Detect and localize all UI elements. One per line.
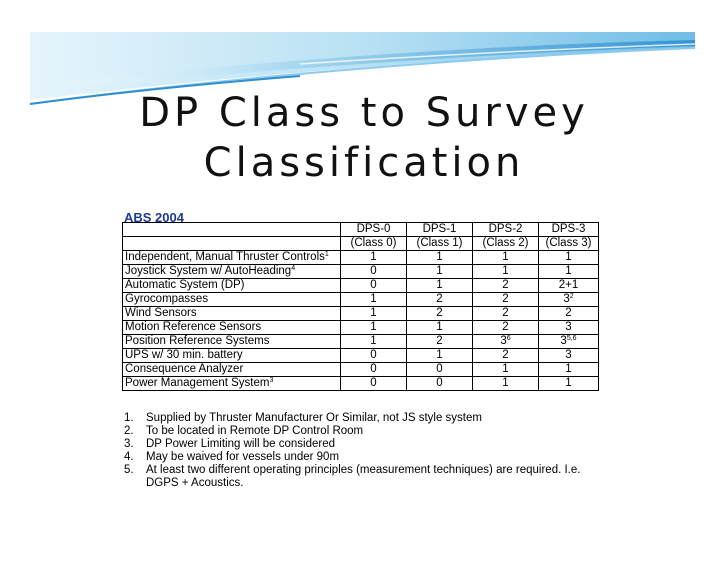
value-text: 3	[563, 293, 570, 305]
footnote-number: 4.	[124, 451, 134, 463]
value-text: 0	[370, 377, 377, 389]
footnote-text: At least two different operating principles (measurement techniques) are required. I.e. DGPS + Acoustics.	[146, 464, 581, 489]
footnote-ref: 5,6	[566, 335, 577, 342]
footnote-ref: 6	[506, 335, 511, 342]
value-text: 1	[370, 293, 377, 305]
value-text: 1	[436, 349, 443, 361]
row-label	[123, 279, 341, 293]
row-label-text: Position Reference Systems	[125, 335, 270, 347]
title-line-2: Classification	[203, 140, 525, 186]
value-cell	[341, 349, 407, 363]
value-text: 1	[370, 307, 377, 319]
row-label	[123, 307, 341, 321]
value-text: 2	[565, 307, 572, 319]
table-row	[123, 279, 599, 293]
value-cell	[473, 293, 539, 307]
page-title	[0, 88, 728, 188]
value-cell	[341, 321, 407, 335]
value-cell	[473, 335, 539, 349]
value-cell	[539, 279, 599, 293]
row-label	[123, 349, 341, 363]
value-cell	[341, 363, 407, 377]
table-row	[123, 251, 599, 265]
footnote-item	[124, 412, 604, 425]
row-label-text: Wind Sensors	[125, 307, 197, 319]
row-label	[123, 321, 341, 335]
value-cell	[473, 307, 539, 321]
table-row	[123, 293, 599, 307]
value-cell	[407, 377, 473, 391]
value-cell	[407, 307, 473, 321]
value-cell	[473, 349, 539, 363]
value-text: 2	[502, 279, 509, 291]
table-row	[123, 335, 599, 349]
table-row	[123, 307, 599, 321]
footnotes-list	[124, 412, 604, 490]
value-text: 0	[370, 349, 377, 361]
value-cell	[539, 377, 599, 391]
header-empty-cell	[123, 223, 341, 237]
value-cell	[473, 363, 539, 377]
value-text: 2	[502, 307, 509, 319]
value-cell	[539, 321, 599, 335]
value-text: 3	[500, 335, 507, 347]
subheader-cell: (Class 1)	[407, 237, 473, 251]
value-cell	[341, 377, 407, 391]
row-label	[123, 363, 341, 377]
value-cell	[539, 349, 599, 363]
value-text: 1	[565, 377, 572, 389]
value-text: 2+1	[558, 279, 579, 291]
value-text: 1	[502, 363, 509, 375]
footnote-number: 1.	[124, 412, 134, 424]
value-cell	[341, 307, 407, 321]
value-text: 2	[436, 335, 443, 347]
value-cell	[473, 265, 539, 279]
value-cell	[473, 279, 539, 293]
row-label-text: Consequence Analyzer	[125, 363, 244, 375]
header-cell: DPS-2	[473, 223, 539, 237]
value-cell	[539, 251, 599, 265]
row-label	[123, 265, 341, 279]
value-text: 0	[436, 377, 443, 389]
value-cell	[341, 293, 407, 307]
header-empty-cell	[123, 237, 341, 251]
value-text: 1	[370, 335, 377, 347]
value-cell	[407, 265, 473, 279]
value-cell	[473, 251, 539, 265]
value-text: 1	[436, 251, 443, 263]
footnote-item	[124, 464, 604, 490]
subheader-cell: (Class 3)	[539, 237, 599, 251]
row-label-text: Automatic System (DP)	[125, 279, 245, 291]
value-cell	[407, 293, 473, 307]
footnote-text: To be located in Remote DP Control Room	[146, 425, 364, 437]
value-cell	[473, 321, 539, 335]
value-text: 1	[502, 251, 509, 263]
row-label-text: Power Management System	[125, 377, 270, 389]
row-label-text: UPS w/ 30 min. battery	[125, 349, 243, 361]
table-row	[123, 321, 599, 335]
value-cell	[539, 307, 599, 321]
footnote-text: May be waived for vessels under 90m	[146, 451, 340, 463]
value-text: 2	[436, 293, 443, 305]
value-cell	[539, 265, 599, 279]
header-cell: DPS-3	[539, 223, 599, 237]
footnote-ref: 1	[324, 251, 329, 258]
footnote-text: DP Power Limiting will be considered	[146, 438, 335, 450]
value-text: 1	[436, 321, 443, 333]
value-text: 1	[436, 279, 443, 291]
value-text: 3	[560, 335, 567, 347]
table-row	[123, 349, 599, 363]
footnote-text: Supplied by Thruster Manufacturer Or Similar, not JS style system	[146, 412, 482, 424]
footnote-number: 5.	[124, 464, 134, 476]
value-text: 1	[370, 251, 377, 263]
footnote-number: 3.	[124, 438, 134, 450]
value-text: 3	[565, 321, 572, 333]
value-text: 1	[436, 265, 443, 277]
value-text: 0	[370, 363, 377, 375]
table-header-row	[123, 223, 599, 237]
table-subheader-row	[123, 237, 599, 251]
footnote-number: 2.	[124, 425, 134, 437]
value-text: 2	[502, 293, 509, 305]
value-text: 2	[502, 321, 509, 333]
value-text: 1	[370, 321, 377, 333]
value-cell	[407, 279, 473, 293]
table-row	[123, 265, 599, 279]
header-cell: DPS-0	[341, 223, 407, 237]
footnote-item	[124, 425, 604, 438]
value-cell	[539, 293, 599, 307]
footnote-item	[124, 451, 604, 464]
row-label-text: Motion Reference Sensors	[125, 321, 262, 333]
title-line-1: DP Class to Survey	[139, 90, 589, 136]
value-text: 3	[565, 349, 572, 361]
value-cell	[473, 377, 539, 391]
row-label	[123, 377, 341, 391]
value-cell	[341, 251, 407, 265]
table-row	[123, 363, 599, 377]
value-text: 2	[436, 307, 443, 319]
value-cell	[407, 335, 473, 349]
value-text: 0	[370, 279, 377, 291]
footnote-ref: 4	[291, 265, 296, 272]
row-label	[123, 293, 341, 307]
value-text: 0	[436, 363, 443, 375]
footnote-item	[124, 438, 604, 451]
value-text: 2	[502, 349, 509, 361]
value-text: 1	[565, 265, 572, 277]
value-text: 1	[565, 363, 572, 375]
value-cell	[341, 335, 407, 349]
subheader-cell: (Class 0)	[341, 237, 407, 251]
row-label-text: Independent, Manual Thruster Controls	[125, 251, 325, 263]
value-text: 1	[502, 265, 509, 277]
value-text: 1	[565, 251, 572, 263]
value-text: 1	[502, 377, 509, 389]
value-cell	[341, 265, 407, 279]
subheader-cell: (Class 2)	[473, 237, 539, 251]
row-label-text: Joystick System w/ AutoHeading	[125, 265, 292, 277]
table-row	[123, 377, 599, 391]
value-cell	[539, 363, 599, 377]
header-cell: DPS-1	[407, 223, 473, 237]
row-label	[123, 251, 341, 265]
value-cell	[407, 321, 473, 335]
row-label-text: Gyrocompasses	[125, 293, 209, 305]
value-cell	[341, 279, 407, 293]
value-cell	[407, 363, 473, 377]
classification-table	[122, 222, 599, 391]
footnote-ref: 2	[569, 293, 574, 300]
source-label: ABS 2004	[124, 210, 184, 225]
footnote-ref: 3	[269, 377, 274, 384]
value-text: 0	[370, 265, 377, 277]
value-cell	[407, 349, 473, 363]
row-label	[123, 335, 341, 349]
value-cell	[407, 251, 473, 265]
value-cell	[539, 335, 599, 349]
